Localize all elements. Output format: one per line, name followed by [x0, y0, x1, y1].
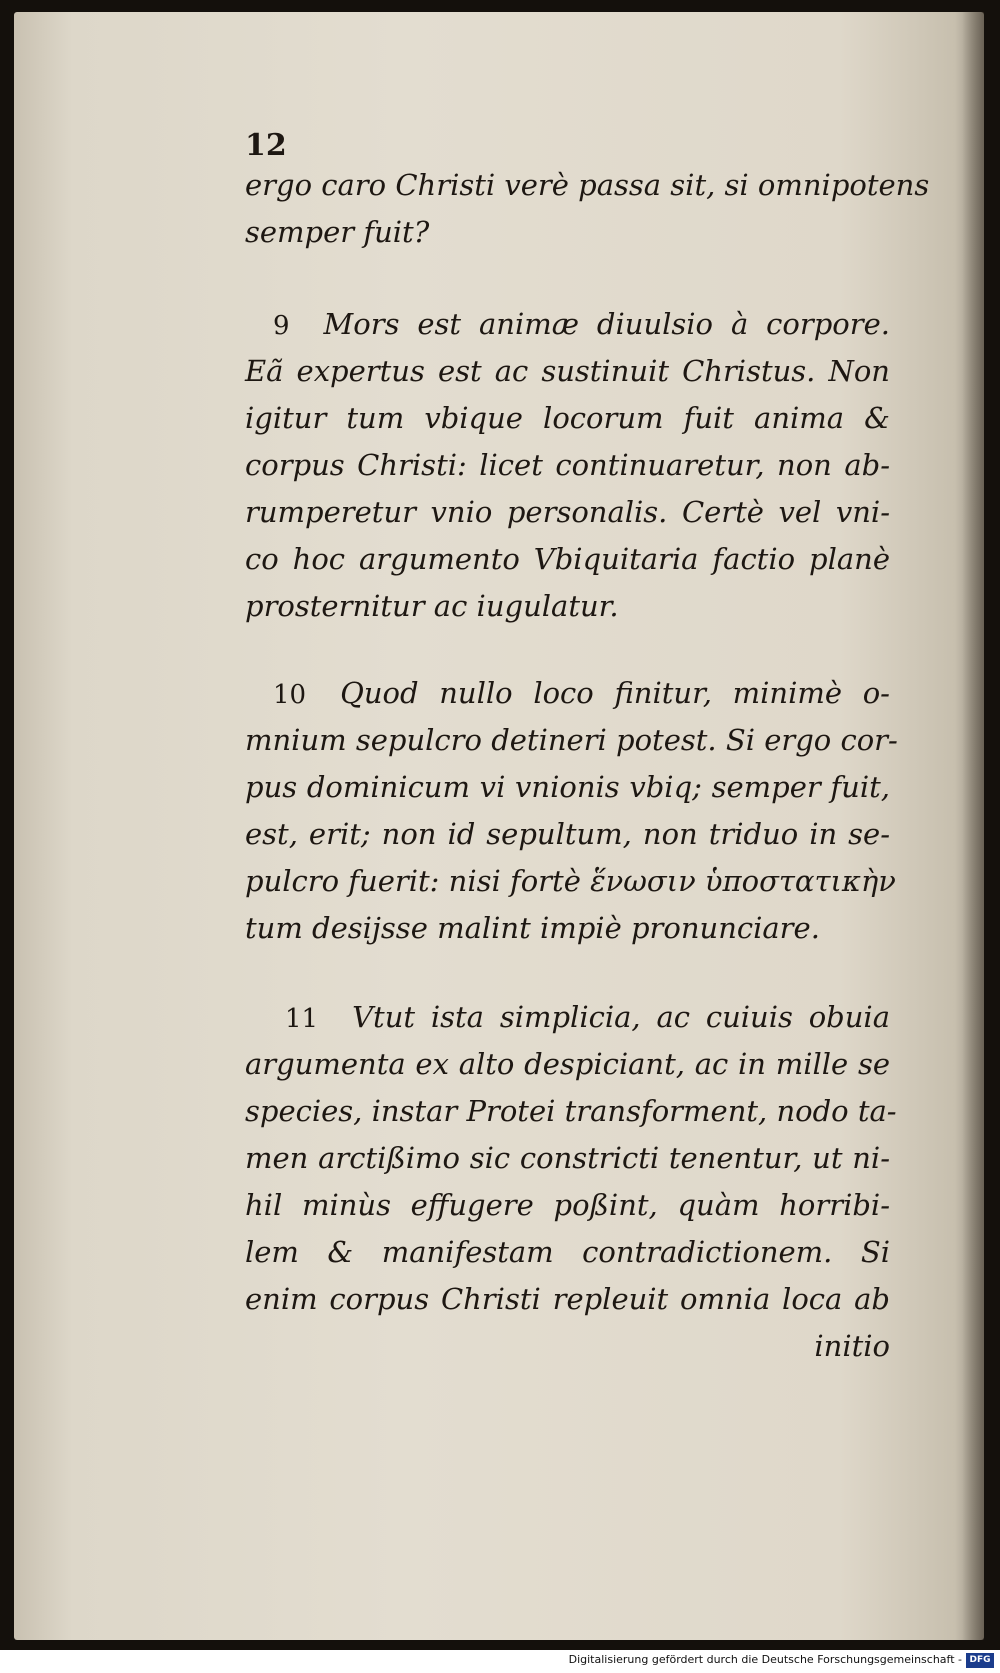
paragraph-number: 10: [273, 680, 307, 710]
line-text: mnium sepulcro detineri potest. Si ergo cor-: [245, 723, 898, 757]
line-text: Quod nullo loco finitur, minimè o-: [340, 676, 890, 710]
catchword: [245, 1329, 890, 1369]
line-text: ergo caro Christi verè passa sit, si omnipotens: [245, 168, 930, 202]
line-text: prosternitur ac iugulatur.: [245, 589, 619, 623]
page-edge-shadow: [962, 12, 984, 1640]
line-text: co hoc argumento Vbiquitaria factio planè: [245, 542, 890, 576]
text-line: [245, 589, 890, 629]
line-text: Eã expertus est ac sustinuit Christus. Non: [245, 354, 890, 388]
text-line: [245, 542, 890, 582]
text-line: [245, 495, 890, 535]
text-line: [245, 1141, 890, 1181]
footer-bar: [0, 1650, 1000, 1673]
text-line: [245, 1188, 890, 1228]
paragraph-number: 9: [273, 311, 290, 341]
text-line: [245, 1282, 890, 1322]
text-line: [245, 723, 898, 763]
catchword-text: initio: [814, 1329, 890, 1363]
text-line: [245, 1047, 890, 1087]
line-text: semper fuit?: [245, 215, 430, 249]
line-text: tum desijsse malint impiè pronunciare.: [245, 911, 820, 945]
line-text: rumperetur vnio personalis. Certè vel vni-: [245, 495, 890, 529]
line-text: species, instar Protei transforment, nodo ta-: [245, 1094, 897, 1128]
text-line: [245, 168, 930, 208]
line-text: pulcro fuerit: nisi fortè ἕνωσιν ὑποστατικὴν: [245, 864, 896, 898]
line-text: Mors est animæ diuulsio à corpore.: [323, 307, 890, 341]
text-line: [245, 911, 890, 951]
line-text: hil minùs effugere poßint, quàm horribi-: [245, 1188, 890, 1222]
text-line: [245, 1000, 890, 1040]
line-text: corpus Christi: licet continuaretur, non ab-: [245, 448, 890, 482]
line-text: lem & manifestam contradictionem. Si: [245, 1235, 890, 1269]
line-text: enim corpus Christi repleuit omnia loca ab: [245, 1282, 890, 1316]
text-line: [245, 1235, 890, 1275]
line-text: Vtut ista simplicia, ac cuiuis obuia: [352, 1000, 890, 1034]
paragraph-number: 11: [285, 1004, 319, 1034]
line-text: pus dominicum vi vnionis vbiq; semper fuit,: [245, 770, 890, 804]
dfg-logo: DFG: [966, 1653, 994, 1668]
line-text: argumenta ex alto despiciant, ac in mille se: [245, 1047, 890, 1081]
text-line: [245, 817, 890, 857]
footer-credit: Digitalisierung gefördert durch die Deutsche Forschungsgemeinschaft -: [568, 1653, 962, 1666]
line-text: igitur tum vbique locorum fuit anima &: [245, 401, 890, 435]
text-line: [245, 354, 890, 394]
text-line: [245, 401, 890, 441]
line-text: men arctißimo sic constricti tenentur, ut ni-: [245, 1141, 890, 1175]
line-text: est, erit; non id sepultum, non triduo in se-: [245, 817, 890, 851]
text-line: [245, 448, 890, 488]
text-line: [245, 1094, 897, 1134]
text-line: [245, 676, 890, 716]
text-line: [245, 770, 890, 810]
text-line: [245, 215, 890, 255]
text-line: [245, 864, 896, 904]
text-line: [245, 307, 890, 347]
page-number: 12: [245, 128, 287, 163]
